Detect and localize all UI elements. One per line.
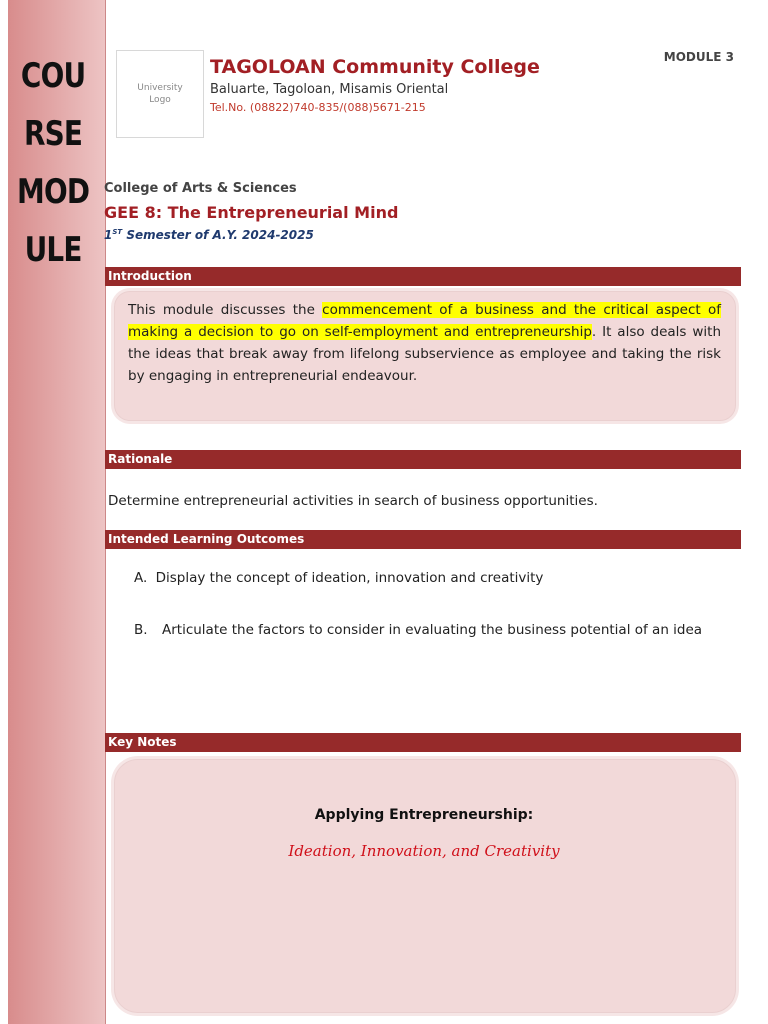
intro-text-start: This module discusses the — [128, 302, 323, 318]
intro-highlighted-text: commencement of a business and the critical aspect of making a decision to go on self-employment and entrepreneurship — [128, 302, 721, 340]
outcome-item — [134, 618, 714, 642]
section-heading-introduction: Introduction — [105, 267, 741, 286]
outcome-text: Articulate the factors to consider in evaluating the business potential of an idea — [162, 622, 703, 638]
sidebar-word: ULE — [24, 230, 82, 270]
section-heading-rationale: Rationale — [105, 450, 741, 469]
logo-placeholder-text: University Logo — [137, 83, 183, 105]
sidebar-word: COU — [20, 56, 86, 96]
section-heading-outcomes: Intended Learning Outcomes — [105, 530, 741, 549]
section-heading-key-notes: Key Notes — [105, 733, 741, 752]
semester-suffix: ST — [112, 228, 123, 236]
module-number: MODULE 3 — [663, 50, 734, 64]
college-address: Baluarte, Tagoloan, Misamis Oriental — [210, 82, 449, 97]
semester-ordinal: 1 — [104, 228, 113, 242]
introduction-text — [128, 299, 721, 387]
rationale-text: Determine entrepreneurial activities in search of business opportunities. — [108, 493, 598, 509]
key-notes-panel — [114, 759, 736, 1013]
department-name: College of Arts & Sciences — [104, 181, 297, 196]
outcome-item — [134, 566, 543, 590]
university-logo — [116, 50, 204, 138]
key-notes-subtitle: Ideation, Innovation, and Creativity — [288, 842, 560, 860]
outcome-marker: B. — [134, 622, 148, 638]
college-telephone: Tel.No. (08822)740-835/(088)5671-215 — [210, 101, 426, 114]
sidebar-word: RSE — [24, 114, 83, 154]
semester-info — [104, 228, 314, 242]
outcome-marker: A. — [134, 570, 148, 586]
college-name: TAGOLOAN Community College — [210, 56, 540, 78]
key-notes-title: Applying Entrepreneurship: — [314, 807, 534, 823]
outcome-text: Display the concept of ideation, innovation and creativity — [155, 570, 544, 586]
semester-text: Semester of A.Y. 2024-2025 — [122, 228, 314, 242]
intro-text-end: . It also deals with the ideas that break away from lifelong subservience as employee and taking the risk by engaging in entrepreneurial endeavour. — [128, 324, 722, 384]
course-module-sidebar — [8, 0, 106, 1024]
sidebar-word: MOD — [17, 172, 90, 212]
course-title: GEE 8: The Entrepreneurial Mind — [104, 203, 399, 222]
